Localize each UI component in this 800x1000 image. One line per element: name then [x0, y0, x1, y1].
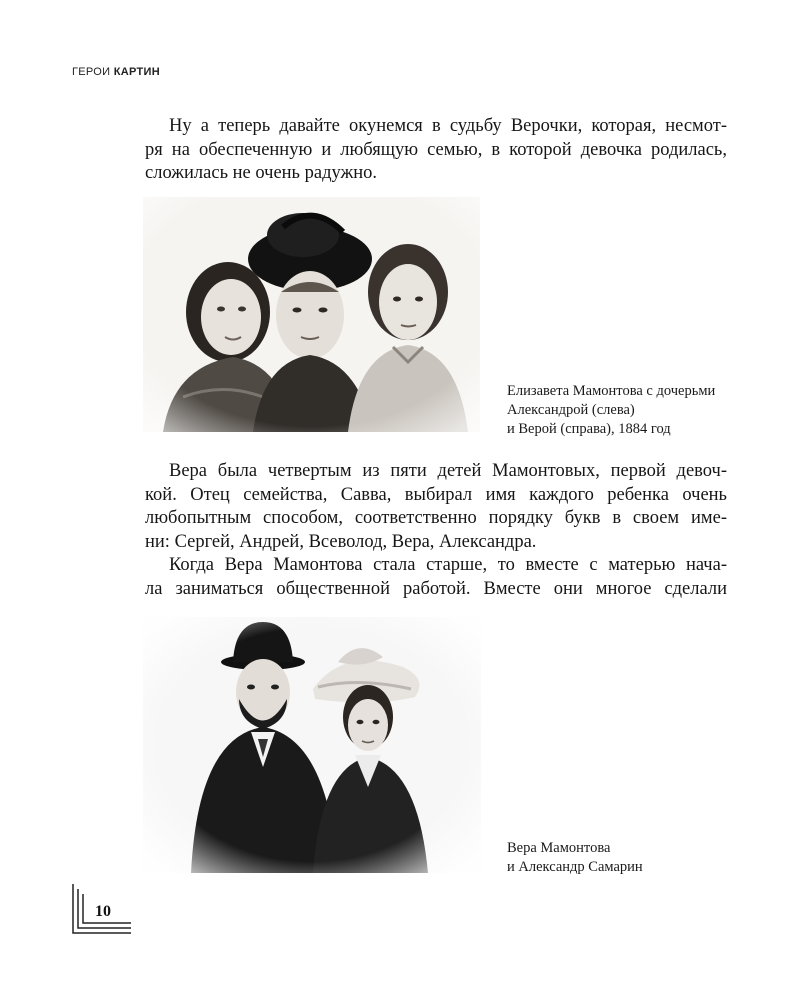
- paragraph-line: Ну а теперь давайте окунемся в судьбу Верочки, которая, несмот-: [169, 116, 727, 136]
- paragraph-line: Когда Вера Мамонтова стала старше, то вместе с матерью нача-: [169, 555, 727, 575]
- caption-line: Елизавета Мамонтова с дочерьми: [507, 383, 716, 399]
- running-head-bold: КАРТИН: [113, 66, 160, 78]
- running-head: [72, 66, 160, 78]
- paragraph-line: кой. Отец семейства, Савва, выбирал имя каждого ребенка очень: [145, 484, 727, 505]
- paragraph-line: любопытным способом, соответственно порядку букв в своем име-: [145, 508, 727, 528]
- caption-line: Вера Мамонтова: [507, 840, 611, 856]
- paragraph-intro: [145, 115, 727, 186]
- couple-photo: [143, 617, 481, 873]
- page-number: 10: [95, 903, 111, 920]
- paragraph-line: ря на обеспеченную и любящую семью, в которой девочка родилась,: [145, 139, 727, 160]
- running-head-light: ГЕРОИ: [72, 66, 111, 78]
- paragraph-main: [145, 460, 727, 601]
- family-photo: [143, 197, 480, 432]
- caption-line: и Александр Самарин: [507, 859, 643, 875]
- paragraph-line: ла заниматься общественной работой. Вместе они многое сделали: [145, 578, 727, 599]
- caption-line: и Верой (справа), 1884 год: [507, 421, 671, 437]
- paragraph-line: сложилась не очень радужно.: [145, 163, 378, 183]
- photo-caption-2: [507, 839, 643, 877]
- photo-caption-1: [507, 382, 715, 439]
- paragraph-line: Вера была четвертым из пяти детей Мамонтовых, первой девоч-: [169, 461, 727, 481]
- paragraph-line: ни: Сергей, Андрей, Всеволод, Вера, Александра.: [145, 531, 537, 552]
- caption-line: Александрой (слева): [507, 402, 635, 418]
